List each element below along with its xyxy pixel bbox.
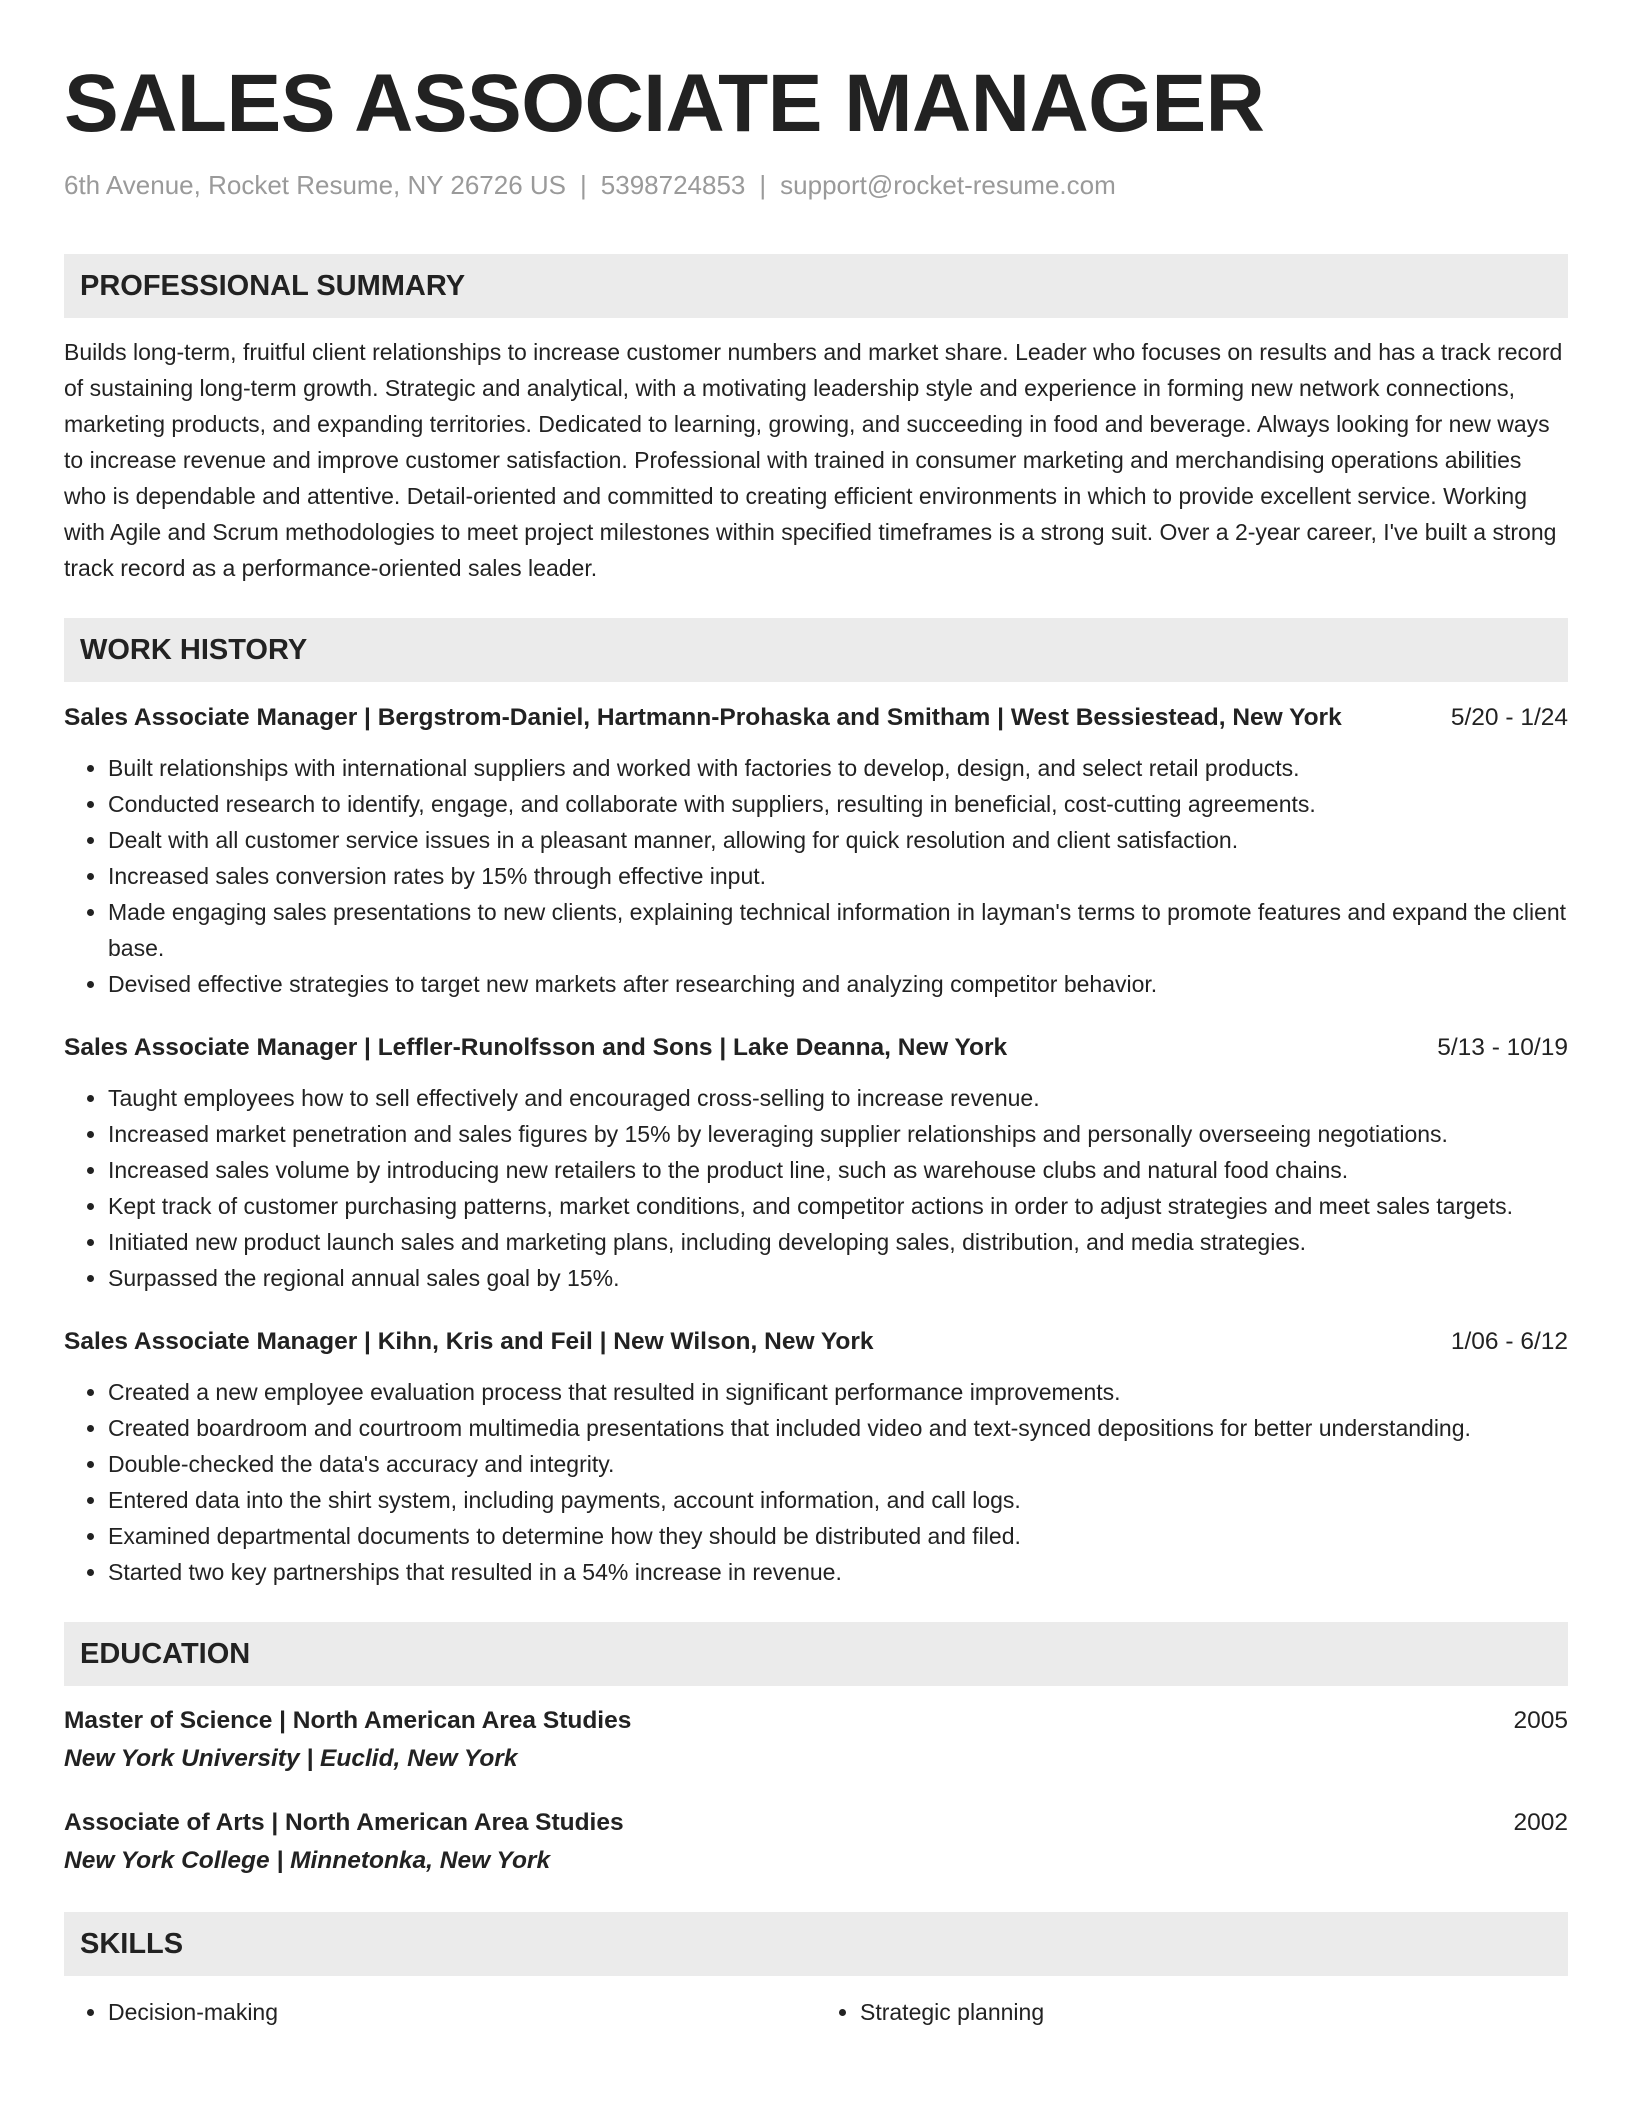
education-entry: [64, 1804, 1568, 1880]
applicant-name: SALES ASSOCIATE MANAGER: [64, 58, 1265, 149]
job-bullet: • Made engaging sales presentations to new clients, explaining technical information in layman's terms to promote features and expand the client base.: [108, 894, 1568, 966]
job-dates: 5/20 - 1/24: [1450, 704, 1568, 731]
section-heading-education: EDUCATION: [64, 1622, 1568, 1686]
job-bullet: • Increased sales volume by introducing new retailers to the product line, such as warehouse clubs and natural food chains.: [108, 1152, 1568, 1188]
skill-item: • Decision-making: [108, 1994, 816, 2030]
job-title: Sales Associate Manager | Bergstrom-Daniel, Hartmann-Prohaska and Smitham | West Bessiestead, New York: [64, 704, 1342, 731]
education-entry: [64, 1702, 1568, 1778]
job-bullet: • Kept track of customer purchasing patterns, market conditions, and competitor actions in order to adjust strategies and meet sales targets.: [108, 1188, 1568, 1224]
job-bullet: • Increased market penetration and sales figures by 15% by leveraging supplier relationships and personally overseeing negotiations.: [108, 1116, 1568, 1152]
job-bullet: • Devised effective strategies to target new markets after researching and analyzing competitor behavior.: [108, 966, 1568, 1002]
job-bullet: • Started two key partnerships that resulted in a 54% increase in revenue.: [108, 1554, 1568, 1590]
skills-column-right: [816, 1994, 1568, 2030]
job-bullet: • Built relationships with international suppliers and worked with factories to develop, design, and select retail products.: [108, 750, 1568, 786]
section-heading-work-history: WORK HISTORY: [64, 618, 1568, 682]
job-header: [64, 1030, 1568, 1066]
contact-phone: 5398724853: [600, 170, 746, 200]
job-header: [64, 1324, 1568, 1360]
job-bullet: • Initiated new product launch sales and marketing plans, including developing sales, distribution, and media strategies.: [108, 1224, 1568, 1260]
section-heading-summary: PROFESSIONAL SUMMARY: [64, 254, 1568, 318]
job-header: [64, 700, 1568, 736]
contact-line: [64, 168, 1568, 202]
job-bullets: [64, 1080, 1568, 1296]
summary-text: Builds long-term, fruitful client relationships to increase customer numbers and market share. Leader who focuses on results and has a track record of sustaining long-term growth. Strategic and analytical, with a motivating leadership style and experience in forming new network connections, marketing products, and expanding territories. Dedicated to learning, growing, and succeeding in food and beverage. Always looking for new ways to increase revenue and improve customer satisfaction. Professional with trained in consumer marketing and merchandising operations abilities who is dependable and attentive. Detail-oriented and committed to creating efficient environments in which to provide excellent service. Working with Agile and Scrum methodologies to meet project milestones within specified timeframes is a strong suit. Over a 2-year career, I've built a strong track record as a performance-oriented sales leader.: [64, 339, 1563, 581]
contact-separator: |: [580, 170, 587, 200]
job-bullet: • Increased sales conversion rates by 15% through effective input.: [108, 858, 1568, 894]
contact-address: 6th Avenue, Rocket Resume, NY 26726 US: [64, 170, 567, 200]
education-degree: Master of Science | North American Area Studies: [64, 1707, 632, 1734]
job-bullet: • Conducted research to identify, engage, and collaborate with suppliers, resulting in beneficial, cost-cutting agreements.: [108, 786, 1568, 822]
section-heading-skills: SKILLS: [64, 1912, 1568, 1976]
job-entry: [64, 700, 1568, 1002]
job-entry: [64, 1030, 1568, 1296]
job-dates: 1/06 - 6/12: [1450, 1328, 1568, 1355]
skills-list: [64, 1994, 1568, 2030]
job-bullet: • Taught employees how to sell effectively and encouraged cross-selling to increase revenue.: [108, 1080, 1568, 1116]
contact-separator: |: [759, 170, 767, 200]
job-bullet: • Double-checked the data's accuracy and integrity.: [108, 1446, 1568, 1482]
job-bullet: • Examined departmental documents to determine how they should be distributed and filed.: [108, 1518, 1568, 1554]
education-year: 2002: [1513, 1809, 1568, 1836]
job-entry: [64, 1324, 1568, 1590]
job-bullet: • Entered data into the shirt system, including payments, account information, and call logs.: [108, 1482, 1568, 1518]
job-bullet: • Created boardroom and courtroom multimedia presentations that included video and text-synced depositions for better understanding.: [108, 1410, 1568, 1446]
job-bullet: • Surpassed the regional annual sales goal by 15%.: [108, 1260, 1568, 1296]
job-bullets: [64, 1374, 1568, 1590]
job-title: Sales Associate Manager | Leffler-Runolfsson and Sons | Lake Deanna, New York: [64, 1034, 1008, 1061]
job-title: Sales Associate Manager | Kihn, Kris and Feil | New Wilson, New York: [64, 1328, 874, 1355]
skill-item: • Strategic planning: [860, 1994, 1568, 2030]
education-degree: Associate of Arts | North American Area Studies: [64, 1809, 624, 1836]
contact-email: support@rocket-resume.com: [780, 170, 1116, 200]
resume-page: [64, 56, 1568, 2030]
skills-column-left: [64, 1994, 816, 2030]
education-school: New York University | Euclid, New York: [64, 1745, 518, 1772]
education-header: [64, 1702, 1568, 1740]
education-school: New York College | Minnetonka, New York: [64, 1847, 551, 1874]
job-dates: 5/13 - 10/19: [1437, 1034, 1568, 1061]
job-bullets: [64, 750, 1568, 1002]
education-year: 2005: [1513, 1707, 1568, 1734]
job-bullet: • Dealt with all customer service issues in a pleasant manner, allowing for quick resolution and client satisfaction.: [108, 822, 1568, 858]
education-header: [64, 1804, 1568, 1842]
job-bullet: • Created a new employee evaluation process that resulted in significant performance improvements.: [108, 1374, 1568, 1410]
